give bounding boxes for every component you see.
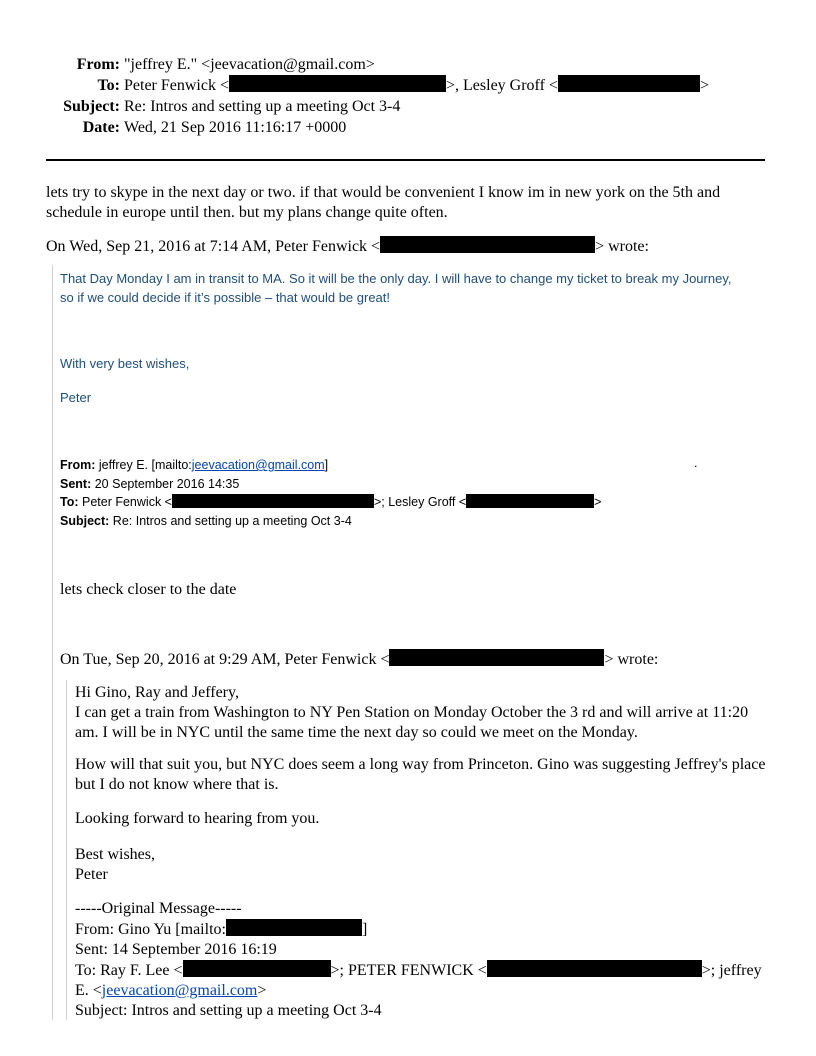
body-line: schedule in europe until then. but my plans change quite often. bbox=[46, 204, 448, 221]
subject-value: Re: Intros and setting up a meeting Oct 3-4 bbox=[124, 98, 401, 115]
header-from-row bbox=[46, 54, 709, 75]
header-to-row bbox=[46, 75, 709, 96]
attribution-wrote: > wrote: bbox=[595, 238, 649, 255]
quote-attribution bbox=[60, 649, 658, 670]
greeting: Hi Gino, Ray and Jeffery, bbox=[75, 684, 239, 701]
quoted-paragraph bbox=[75, 755, 765, 795]
quoted-message bbox=[75, 683, 748, 743]
quote-line: I can get a train from Washington to NY Pen Station on Monday October the 3 rd and will arrive at 11:20 bbox=[75, 704, 749, 721]
quoted-subject-row bbox=[60, 512, 601, 531]
from-label: From: bbox=[76, 56, 120, 73]
quoted-sent-row bbox=[60, 475, 601, 494]
email-link[interactable]: jeevacation@gmail.com bbox=[101, 982, 258, 999]
reply-text: lets check closer to the date bbox=[60, 581, 237, 598]
to-separator: >; PETER FENWICK < bbox=[330, 962, 487, 979]
email-link[interactable]: jeevacation@gmail.com bbox=[191, 458, 325, 472]
quote-attribution bbox=[46, 236, 649, 257]
bracket: > bbox=[257, 982, 267, 999]
redacted-email bbox=[226, 919, 362, 936]
quote-bar bbox=[52, 265, 53, 1020]
attribution-text: On Wed, Sep 21, 2016 at 7:14 AM, Peter Fenwick < bbox=[46, 238, 381, 255]
quote-line: How will that suit you, but NYC does seem a long way from Princeton. Gino was suggesting Jeffrey's place bbox=[75, 756, 766, 773]
orig-subject-row: Subject: Intros and setting up a meeting Oct 3-4 bbox=[75, 1002, 382, 1019]
quoted-message bbox=[60, 269, 731, 307]
signoff-block bbox=[75, 845, 155, 885]
signoff: Best wishes, bbox=[75, 846, 155, 863]
bracket: ] bbox=[361, 921, 368, 938]
quoted-from-row bbox=[60, 456, 601, 475]
signature: Peter bbox=[60, 390, 92, 405]
redacted-email bbox=[183, 960, 331, 977]
sent-label: Sent: bbox=[60, 476, 92, 491]
orig-sent-row: Sent: 14 September 2016 16:19 bbox=[75, 941, 277, 958]
subject-label: Subject: bbox=[63, 98, 120, 115]
quote-line: am. I will be in NYC until the same time the next day so could we meet on the Monday. bbox=[75, 724, 638, 741]
original-message-divider: -----Original Message----- bbox=[75, 900, 242, 917]
redacted-email bbox=[172, 494, 374, 508]
orig-to-row bbox=[75, 960, 762, 981]
redacted-email bbox=[380, 236, 595, 253]
from-value: jeffrey E. [mailto: bbox=[98, 458, 192, 472]
quote-line: That Day Monday I am in transit to MA. So it will be the only day. I will have to change my ticket to break my Journey, bbox=[60, 271, 732, 286]
signature: Peter bbox=[75, 866, 108, 883]
from-value: "jeffrey E." <jeevacation@gmail.com> bbox=[124, 56, 375, 73]
header-date-row bbox=[46, 117, 709, 138]
quoted-header bbox=[60, 456, 601, 530]
sent-value: 20 September 2016 14:35 bbox=[94, 476, 240, 491]
quote-line: so if we could decide if it’s possible – that would be great! bbox=[60, 290, 391, 305]
to-end: > bbox=[699, 77, 709, 94]
redacted-email bbox=[558, 75, 700, 92]
to-label: To: bbox=[60, 495, 79, 509]
date-label: Date: bbox=[82, 119, 120, 136]
to-separator: >; Lesley Groff < bbox=[373, 495, 467, 509]
body-message bbox=[46, 183, 720, 223]
to-value: To: Ray F. Lee < bbox=[75, 962, 183, 979]
quote-bar bbox=[66, 680, 67, 1020]
quoted-paragraph: Looking forward to hearing from you. bbox=[75, 810, 320, 827]
to-value: E. < bbox=[75, 982, 102, 999]
to-end: > bbox=[594, 495, 602, 509]
to-label: To: bbox=[97, 77, 120, 94]
to-name-peter: Peter Fenwick < bbox=[124, 77, 229, 94]
to-end: >; jeffrey bbox=[701, 962, 762, 979]
from-value: From: Gino Yu [mailto: bbox=[75, 921, 226, 938]
from-label: From: bbox=[60, 458, 96, 472]
subject-value: Re: Intros and setting up a meeting Oct 3-4 bbox=[112, 513, 352, 528]
redacted-email bbox=[466, 494, 594, 508]
redacted-email bbox=[229, 75, 446, 92]
to-value: Peter Fenwick < bbox=[82, 495, 172, 509]
subject-label: Subject: bbox=[60, 513, 110, 528]
to-separator-lesley: >, Lesley Groff < bbox=[446, 77, 558, 94]
attribution-text: On Tue, Sep 20, 2016 at 9:29 AM, Peter Fenwick < bbox=[60, 651, 390, 668]
header-subject-row bbox=[46, 96, 709, 117]
stray-dot: . bbox=[694, 456, 698, 470]
email-header bbox=[46, 54, 709, 138]
orig-from-row bbox=[75, 919, 762, 940]
quote-line: but I do not know where that is. bbox=[75, 776, 279, 793]
header-divider bbox=[46, 159, 765, 161]
original-message-header bbox=[75, 899, 762, 1021]
signoff: With very best wishes, bbox=[60, 356, 190, 371]
attribution-wrote: > wrote: bbox=[604, 651, 659, 668]
body-line: lets try to skype in the next day or two. if that would be convenient I know im in new york on the 5th and bbox=[46, 184, 721, 201]
bracket: ] bbox=[324, 458, 329, 472]
quoted-to-row bbox=[60, 493, 601, 512]
date-value: Wed, 21 Sep 2016 11:16:17 +0000 bbox=[124, 119, 347, 136]
orig-to-row-cont bbox=[75, 981, 762, 1001]
redacted-email bbox=[389, 649, 604, 666]
redacted-email bbox=[487, 960, 702, 977]
